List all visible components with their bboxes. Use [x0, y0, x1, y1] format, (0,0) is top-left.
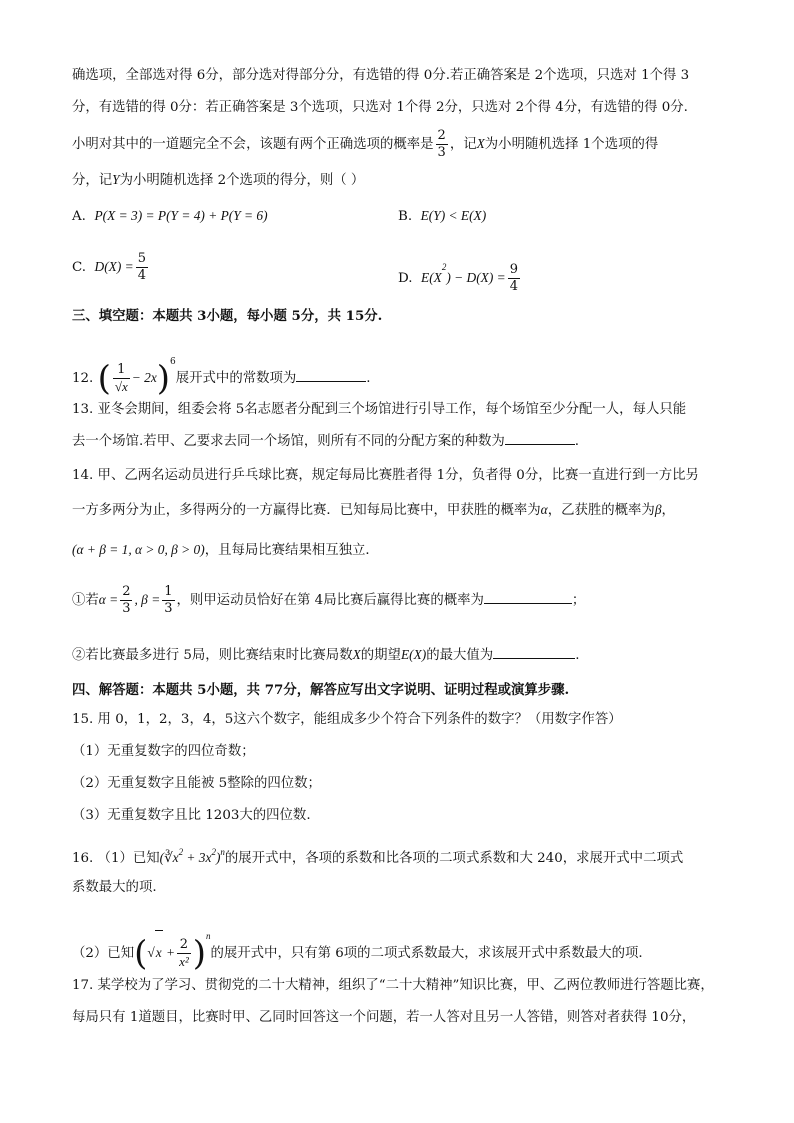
q13-end: .	[574, 434, 580, 449]
q11-line-3-text-b: ，记	[449, 137, 477, 152]
q15-part-3: （3）无重复数字且比 1203大的四位数.	[72, 808, 311, 823]
option-c-label: C.	[72, 260, 87, 275]
q14-line-1: 14. 甲、乙两名运动员进行乒乓球比赛，规定每局比赛胜者得 1分，负者得 0分，比赛一直进行到一方比另	[72, 468, 699, 483]
right-paren: )	[192, 933, 206, 974]
q11-line-1: 确选项，全部选对得 6分，部分选对得部分分，有选错的得 0分.若正确答案是 2个选项，只选对 1个得 3	[72, 68, 690, 83]
q14-part-2-answer-blank[interactable]	[493, 644, 575, 659]
frac-denominator: x²	[179, 954, 189, 969]
q16-part-1	[72, 842, 683, 869]
expr-part-b: + 3x	[183, 850, 212, 865]
q16-part-1-text-a: 16. （1）已知	[72, 851, 160, 866]
q14-part-2-text-a: ②若比赛最多进行 5局，则比赛结束时比赛局数	[72, 648, 353, 663]
q13-line-2	[72, 430, 579, 452]
q14-line-2-text-a: 一方多两分为止，多得两分的一方赢得比赛．已知每局比赛中，甲获胜的概率为	[72, 503, 541, 518]
option-b-label: B.	[398, 209, 413, 224]
expr-sup-2: 2	[211, 847, 216, 857]
option-b	[398, 206, 486, 227]
frac-numerator: 5	[137, 251, 146, 266]
q12-exponent: 6	[170, 357, 176, 367]
q14-condition: (α + β = 1, α > 0, β > 0)	[72, 542, 205, 557]
q14-part-1	[72, 582, 585, 619]
q12-text: 展开式中的常数项为	[175, 371, 297, 386]
q17-line-2: 每局只有 1道题目，比赛时甲、乙同时回答这一个问题，若一人答对且另一人答错，则答对者获得 10分，	[72, 1010, 696, 1025]
variable-y: Y	[112, 172, 120, 187]
q12-number: 12.	[72, 371, 94, 386]
q14-line-2-text-c: ，	[661, 503, 675, 518]
q14-line-2-text-b: ，乙获胜的概率为	[547, 503, 655, 518]
frac-denominator: 4	[509, 279, 518, 294]
q16-part-2-text-b: 的展开式中，只有第 6项的二项式系数最大，求该展开式中系数最大的项.	[210, 946, 643, 961]
q12-end: .	[366, 371, 371, 386]
frac-denominator: √x	[114, 379, 128, 394]
q14-part-1-answer-blank[interactable]	[484, 589, 572, 604]
option-c-expression: D(X) =	[94, 259, 134, 274]
q14-part-2-text-b: 的期望	[360, 648, 401, 663]
expr-part-c: )	[215, 850, 221, 865]
q14-line-3-text: ，且每局比赛结果相互独立．	[204, 543, 379, 558]
q14-part-1-text-b: ，则甲运动员恰好在第 4局比赛后赢得比赛的概率为	[176, 593, 484, 608]
beta-symbol: β	[654, 502, 662, 517]
q16-exponent: n	[206, 931, 211, 941]
frac-denominator: 3	[164, 601, 173, 616]
q14-part-1-beta: , β =	[134, 592, 161, 607]
expr-sup-1: 2	[178, 847, 184, 857]
q14-line-2	[72, 500, 675, 521]
frac-denominator: 4	[137, 268, 146, 283]
right-paren: )	[156, 358, 171, 399]
option-d-superscript: 2	[441, 262, 447, 272]
option-c	[72, 250, 150, 285]
option-d-expr-part-1: E(X	[421, 270, 442, 285]
option-a-expression: P(X = 3) = P(Y = 4) + P(Y = 6)	[94, 208, 268, 223]
q14-part-1-alpha: α =	[98, 592, 119, 607]
q11-line-3-text-c: 为小明随机选择 1个选项的得	[484, 137, 659, 152]
option-d-expr-part-2: ) − D(X) =	[446, 270, 506, 285]
q12-inner-fraction	[113, 362, 130, 395]
q13-line-1: 13. 亚冬会期间，组委会将 5名志愿者分配到三个场馆进行引导工作，每个场馆至少分配一人，每人只能	[72, 402, 687, 417]
q14-beta-fraction	[162, 584, 174, 617]
q13-answer-blank[interactable]	[505, 430, 575, 445]
variable-x: X	[476, 136, 485, 151]
expr-part-a: (∛x	[159, 850, 179, 865]
frac-numerator: 1	[164, 584, 173, 599]
q14-part-2-x: X	[352, 647, 361, 662]
q15-part-1: （1）无重复数字的四位奇数；	[72, 744, 255, 759]
option-b-expression: E(Y) < E(X)	[420, 208, 487, 223]
q16-part-1-expression	[159, 847, 225, 865]
q17-line-1: 17. 某学校为了学习、贯彻党的二十大精神，组织了“二十大精神”知识比赛，甲、乙两位教师进行答题比赛，	[72, 978, 714, 993]
frac-denominator: 3	[437, 145, 446, 160]
q12-inner-rest: − 2x	[131, 370, 157, 385]
q14-line-3	[72, 540, 379, 561]
sqrt-term: √x	[147, 945, 162, 960]
q11-probability-fraction	[436, 128, 448, 161]
q15-stem: 15. 用 0，1，2，3，4，5这六个数字，能组成多少个符合下列条件的数字？（用数字作答）	[72, 712, 622, 727]
q11-line-4-text-a: 分，记	[72, 173, 113, 188]
q16-part-1-text-b: 的展开式中，各项的系数和比各项的二项式系数和大 240，求展开式中二项式	[224, 851, 684, 866]
section-3-heading: 三、填空题：本题共 3小题，每小题 5分，共 15分.	[72, 308, 383, 324]
plus-sign: +	[162, 945, 176, 960]
q16-fraction	[177, 937, 191, 970]
option-a	[72, 206, 268, 227]
option-c-fraction	[136, 251, 148, 284]
q16-part-2-text-a: （2）已知	[72, 946, 135, 961]
q14-part-2-ex: E(X)	[400, 647, 427, 662]
frac-numerator: 2	[437, 128, 446, 143]
q16-part-1-continued: 系数最大的项.	[72, 880, 157, 895]
q14-part-2	[72, 644, 579, 666]
q12	[72, 340, 371, 401]
q14-alpha-fraction	[120, 584, 132, 617]
q11-line-4-text-b: 为小明随机选择 2个选项的得分，则（ ）	[119, 173, 365, 188]
q16-part-2	[72, 914, 643, 976]
left-paren: (	[134, 933, 148, 974]
frac-numerator: 2	[122, 584, 131, 599]
q15-part-2: （2）无重复数字且能被 5整除的四位数；	[72, 776, 321, 791]
q11-line-3-text-a: 小明对其中的一道题完全不会，该题有两个正确选项的概率是	[72, 137, 434, 152]
option-d-expression	[421, 262, 506, 285]
left-paren: (	[97, 358, 111, 399]
q13-line-2-text: 去一个场馆.若甲、乙要求去同一个场馆，则所有不同的分配方案的种数为	[72, 434, 505, 449]
q14-part-1-text-a: ①若	[72, 593, 99, 608]
q11-line-3	[72, 128, 658, 161]
expr-sup-3: n	[220, 847, 225, 857]
q14-part-1-end: ；	[571, 593, 586, 608]
section-4-heading: 四、解答题：本题共 5小题，共 77分，解答应写出文字说明、证明过程或演算步骤.	[72, 682, 570, 698]
option-a-label: A.	[72, 209, 86, 224]
q14-part-2-end: .	[575, 648, 580, 663]
frac-numerator: 9	[509, 262, 518, 277]
frac-numerator: 1	[113, 362, 130, 379]
q11-line-2: 分，有选错的得 0分：若正确答案是 3个选项，只选对 1个得 2分，只选对 2个得 4分，有选错的得 0分.	[72, 100, 688, 115]
q11-line-4	[72, 170, 364, 191]
alpha-symbol: α	[540, 502, 548, 517]
q12-answer-blank[interactable]	[296, 367, 366, 382]
frac-denominator: 3	[122, 601, 131, 616]
option-d	[398, 250, 522, 296]
option-d-label: D.	[398, 271, 413, 286]
sqrt-radicand: x	[155, 930, 163, 975]
frac-numerator: 2	[177, 937, 191, 954]
option-d-fraction	[508, 262, 520, 295]
q14-part-2-text-c: 的最大值为	[426, 648, 494, 663]
